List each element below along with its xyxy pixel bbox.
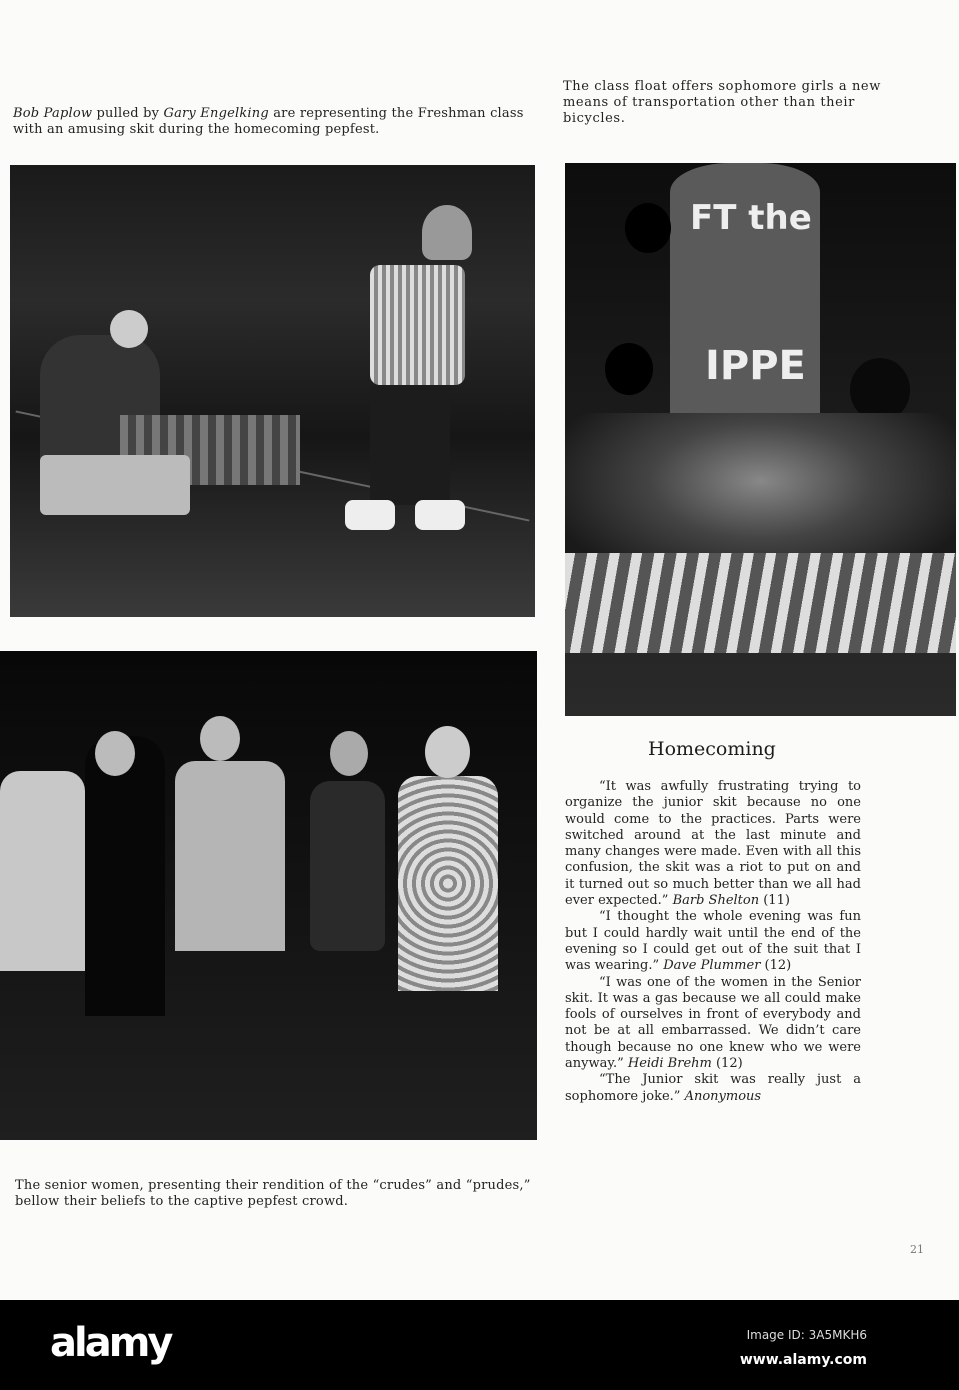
caption-top-left	[13, 106, 524, 138]
quote	[565, 909, 861, 974]
quote	[565, 779, 861, 909]
quote-grade: (11)	[759, 893, 790, 909]
quote-text: “I thought the whole evening was fun but I could hardly wait until the end of the evening so I could get out of the suit that I was wearing.”	[565, 909, 861, 974]
alamy-logo: alamy	[50, 1320, 171, 1366]
quote	[565, 975, 861, 1073]
photo-freshman-skit	[10, 165, 535, 617]
caption-line: means of transportation other than their	[563, 95, 855, 110]
caption-bottom-left	[15, 1178, 531, 1210]
photo-sophomore-float	[565, 163, 956, 716]
caption-line: bellow their beliefs to the captive pepfest crowd.	[15, 1194, 349, 1209]
float-sign-text: FT the	[690, 198, 812, 238]
caption-line: with an amusing skit during the homecoming pepfest.	[13, 122, 380, 137]
article-body	[565, 779, 861, 1105]
page-number: 21	[910, 1243, 924, 1256]
caption-line: The senior women, presenting their rendition of the “crudes” and “prudes,”	[15, 1178, 531, 1193]
quote-author: Barb Shelton	[672, 893, 760, 909]
article-title: Homecoming	[648, 738, 776, 760]
quote-text: “I was one of the women in the Senior skit. It was a gas because we all could make fools of ourselves in front of everybody and not be at all embarrassed. We didn’t care though because no one knew who we were anyway.”	[565, 974, 861, 1072]
float-sign-text: IPPE	[705, 343, 806, 389]
watermark-url: www.alamy.com	[739, 1352, 867, 1368]
quote-text: “The Junior skit was really just a sophomore joke.”	[565, 1072, 861, 1104]
watermark-footer	[0, 1300, 959, 1390]
quote-author: Anonymous	[684, 1088, 762, 1104]
quote-grade: (12)	[760, 958, 792, 974]
quote-grade: (12)	[711, 1056, 743, 1072]
name: Bob Paplow	[13, 106, 93, 121]
quote-author: Dave Plummer	[663, 958, 761, 974]
text: pulled by	[92, 106, 164, 121]
caption-top-right	[563, 79, 881, 127]
name: Gary Engelking	[163, 106, 269, 121]
caption-line: bicycles.	[563, 111, 626, 126]
quote	[565, 1072, 861, 1105]
caption-line: The class float offers sophomore girls a new	[563, 79, 881, 94]
image-id: Image ID: 3A5MKH6	[746, 1328, 867, 1342]
photo-senior-women	[0, 651, 537, 1140]
text: are representing the Freshman class	[268, 106, 524, 121]
quote-text: “It was awfully frustrating trying to organize the junior skit because no one would come to the practices. Parts were switched around at the last minute and many changes were made. Even with all this confusion, the skit was a riot to put on and it turned out so much better than we all had ever expected.”	[565, 779, 861, 909]
quote-author: Heidi Brehm	[627, 1056, 712, 1072]
